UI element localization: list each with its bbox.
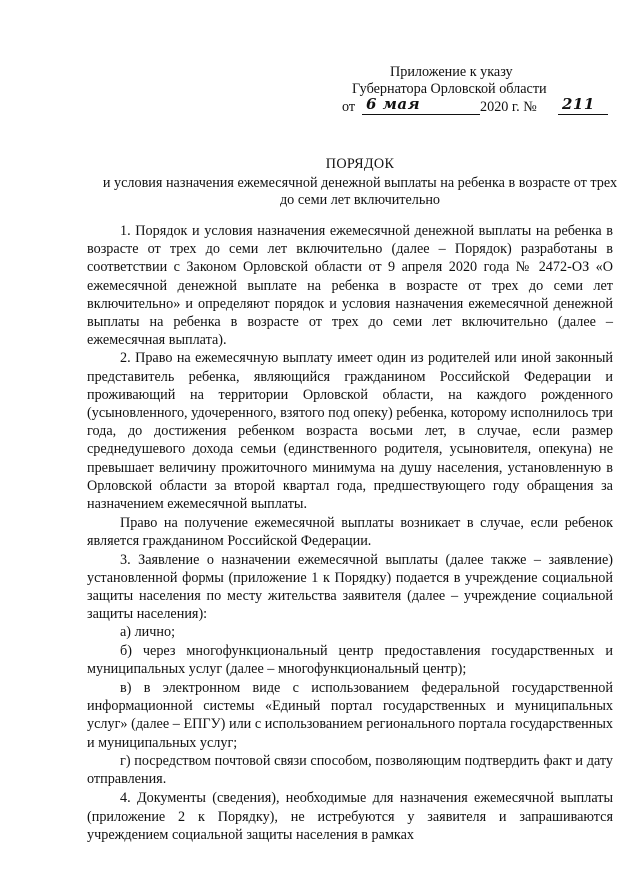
paragraph: в) в электронном виде с использованием федеральной государственной информационной системы «Единый портал государственных и муниципальных услуг» (далее – ЕПГУ) или с использованием регионального портала государственных и муниципальных услуг; xyxy=(87,680,613,751)
number-underline xyxy=(558,114,608,115)
document-body xyxy=(87,222,613,844)
paragraph: г) посредством почтовой связи способом, позволяющим подтвердить факт и дату отправления. xyxy=(87,752,613,788)
paragraph: Право на получение ежемесячной выплаты возникает в случае, если ребенок является гражданином Российской Федерации. xyxy=(87,515,613,550)
date-underline xyxy=(362,114,480,115)
paragraph: 4. Документы (сведения), необходимые для назначения ежемесячной выплаты (приложение 2 к Порядку), не истребуются у заявителя и запрашиваются учреждением социальной защиты населения в рамках xyxy=(87,790,613,843)
document-title: ПОРЯДОК xyxy=(325,156,395,172)
year-text: 2020 г. № xyxy=(480,99,537,115)
appendix-line-1: Приложение к указу xyxy=(390,64,513,80)
appendix-header xyxy=(340,64,620,118)
paragraph: а) лично; xyxy=(120,624,176,641)
date-prefix: от xyxy=(342,99,356,115)
handwritten-date: 6 мая xyxy=(366,95,421,113)
document-subtitle: и условия назначения ежемесячной денежной выплаты на ребенка в возрасте от трех до семи лет включительно xyxy=(102,175,618,208)
paragraph: 1. Порядок и условия назначения ежемесячной денежной выплаты на ребенка в возрасте от трех до семи лет включительно (далее – Порядок) разработаны в соответствии с Законом Орловской области от 9 апреля 2020 года № 2472-ОЗ «О ежемесячной денежной выплате на ребенка в возрасте от трех до семи лет включительно» и определяют порядок и условия назначения ежемесячной денежной выплаты на ребенка в возрасте от трех до семи лет включительно (далее – ежемесячная выплата). xyxy=(87,223,613,349)
appendix-date-line xyxy=(340,95,620,118)
paragraph: 3. Заявление о назначении ежемесячной выплаты (далее также – заявление) установленной формы (приложение 1 к Порядку) подается в учреждение социальной защиты населения по месту жительства заявителя (далее – учреждение социальной защиты населения): xyxy=(87,551,613,623)
appendix-line-2: Губернатора Орловской области xyxy=(352,81,547,97)
handwritten-number: 211 xyxy=(562,95,595,113)
paragraph: 2. Право на ежемесячную выплату имеет один из родителей или иной законный представитель ребенка, являющийся гражданином Российской Федерации и проживающий на территории Орловской области, на каждого рожденного (усыновленного, удочеренного, взятого под опеку) ребенка, которому исполнилось три года, до достижения ребенком возраста восьми лет, в случае, если размер среднедушевого дохода семьи (единственного родителя, усыновителя, опекуна) не превышает величину прожиточного минимума на душу населения, установленную в Орловской области за второй квартал года, предшествующего году обращения за назначением ежемесячной выплаты. xyxy=(87,350,613,513)
paragraph: б) через многофункциональный центр предоставления государственных и муниципальных услуг (далее – многофункциональный центр); xyxy=(87,642,613,677)
